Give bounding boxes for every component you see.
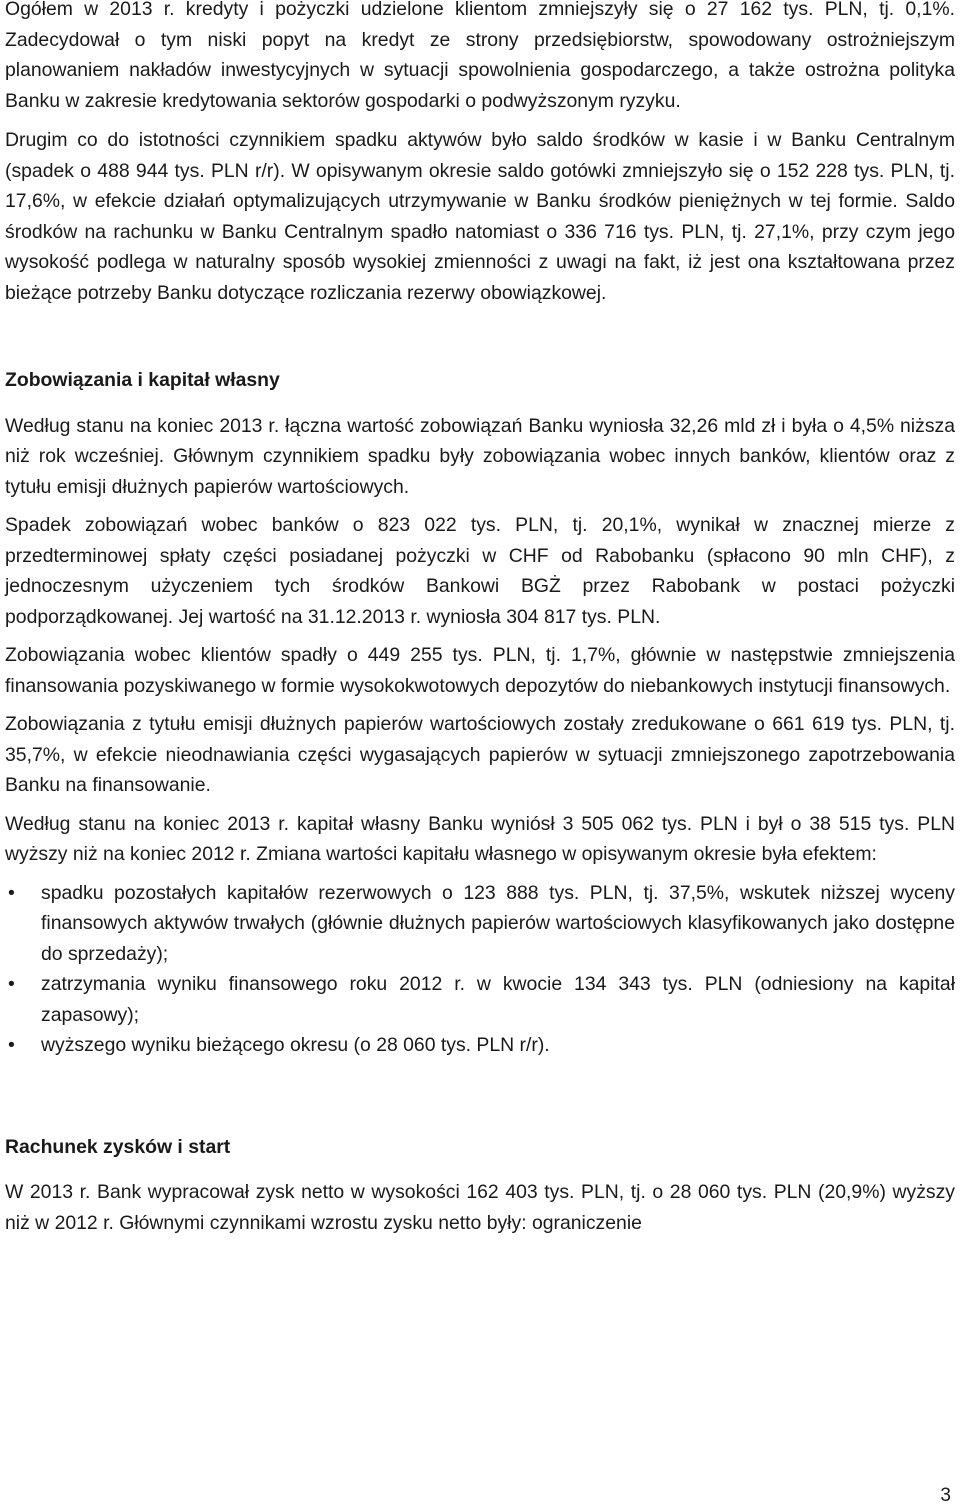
paragraph-cash-central-bank: Drugim co do istotności czynnikiem spadku aktywów było saldo środków w kasie i w Banku Centralnym (spadek o 488 944 tys. PLN r/r). W opisywanym okresie saldo gotówki zmniejszyło się o 152 228 tys. PLN, tj. 17,6%, w efekcie działań optymalizujących utrzymywanie w Banku środków pieniężnych w tej formie. Saldo środków na rachunku w Banku Centralnym spadło natomiast o 336 716 tys. PLN, tj. 27,1%, przy czym jego wysokość podlega w naturalny sposób wysokiej zmienności z uwagi na fakt, iż jest ona kształtowana przez bieżące potrzeby Banku dotyczące rozliczania rezerwy obowiązkowej.	[5, 129, 955, 304]
bullet-icon: •	[8, 881, 15, 904]
bullet-icon: •	[8, 973, 15, 995]
paragraph-loans: Ogółem w 2013 r. kredyty i pożyczki udzielone klientom zmniejszyły się o 27 162 tys. PLN, tj. 0,1%. Zadecydował o tym niski popyt na kredyt ze strony przedsiębiorstw, spowodowany ostrożniejszym planowaniem nakładów inwestycyjnych w sytuacji spowolnienia gospodarczego, a także ostrożna polityka Banku w zakresie kredytowania sektorów gospodarki o podwyższonym ryzyku.	[5, 0, 955, 112]
paragraph-net-profit: W 2013 r. Bank wypracował zysk netto w wysokości 162 403 tys. PLN, tj. o 28 060 tys. PLN (20,9%) wyższy niż w 2012 r. Głównymi czynnikami wzrostu zysku netto były: ograniczenie	[5, 1181, 955, 1234]
list-item	[8, 1030, 955, 1061]
paragraph-equity: Według stanu na koniec 2013 r. kapitał własny Banku wyniósł 3 505 062 tys. PLN i był o 38 515 tys. PLN wyższy niż na koniec 2012 r. Zmiana wartości kapitału własnego w opisywanym okresie była efektem:	[5, 812, 955, 865]
list-item-text: wyższego wyniku bieżącego okresu (o 28 060 tys. PLN r/r).	[41, 1034, 550, 1056]
paragraph-securities-liabilities: Zobowiązania z tytułu emisji dłużnych papierów wartościowych zostały zredukowane o 661 619 tys. PLN, tj. 35,7%, w efekcie nieodnawiania części wygasających papierów w sytuacji zmniejszonego zapotrzebowania Banku na finansowanie.	[5, 713, 955, 796]
list-item	[8, 878, 955, 970]
list-item-text: spadku pozostałych kapitałów rezerwowych o 123 888 tys. PLN, tj. 37,5%, wskutek niższej wyceny finansowych aktywów trwałych (głównie dłużnych papierów wartościowych klasyfikowanych jako dostępne do sprzedaży);	[41, 881, 955, 965]
equity-change-list	[5, 878, 955, 1061]
section-heading-income: Rachunek zysków i start	[5, 1135, 231, 1158]
document-page	[5, 0, 955, 1238]
paragraph-bank-liabilities: Spadek zobowiązań wobec banków o 823 022 tys. PLN, tj. 20,1%, wynikał w znacznej mierze z przedterminowej spłaty części posiadanej pożyczki w CHF od Rabobanku (spłacono 90 mln CHF), z jednoczesnym użyczeniem tych środków Bankowi BGŻ przez Rabobank w postaci pożyczki podporządkowanej. Jej wartość na 31.12.2013 r. wyniosła 304 817 tys. PLN.	[5, 514, 955, 628]
list-item-text: zatrzymania wyniku finansowego roku 2012 r. w kwocie 134 343 tys. PLN (odniesiony na kapitał zapasowy);	[41, 973, 955, 1026]
paragraph-client-liabilities: Zobowiązania wobec klientów spadły o 449 255 tys. PLN, tj. 1,7%, głównie w następstwie zmniejszenia finansowania pozyskiwanego w formie wysokokwotowych depozytów do niebankowych instytucji finansowych.	[5, 644, 955, 697]
section-heading-liabilities: Zobowiązania i kapitał własny	[5, 369, 280, 391]
list-item	[8, 969, 955, 1030]
bullet-icon: •	[8, 1034, 15, 1056]
paragraph-total-liabilities: Według stanu na koniec 2013 r. łączna wartość zobowiązań Banku wyniosła 32,26 mld zł i była o 4,5% niższa niż rok wcześniej. Głównym czynnikiem spadku były zobowiązania wobec innych banków, klientów oraz z tytułu emisji dłużnych papierów wartościowych.	[5, 414, 955, 498]
page-number: 3	[940, 1485, 951, 1506]
